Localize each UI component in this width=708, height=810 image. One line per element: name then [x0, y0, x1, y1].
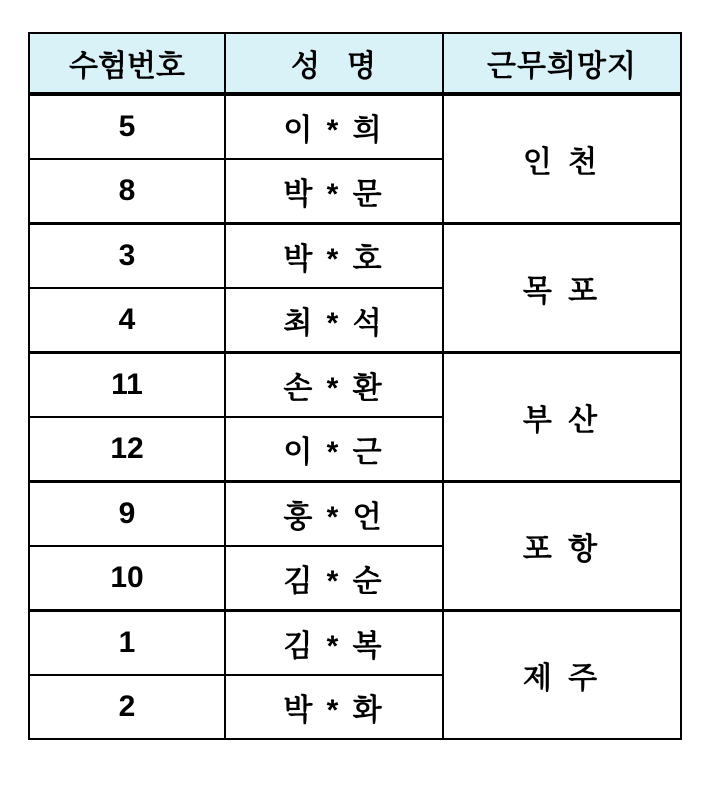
cell-name: 김 * 순	[225, 546, 443, 611]
cell-exam-number: 3	[29, 224, 225, 289]
table-body	[29, 94, 681, 739]
results-table-container	[28, 32, 680, 740]
cell-name: 박 * 화	[225, 675, 443, 739]
cell-name: 이 * 희	[225, 94, 443, 159]
table-row	[29, 611, 681, 676]
cell-exam-number: 1	[29, 611, 225, 676]
column-header-name-right: 명	[347, 50, 377, 83]
cell-name: 최 * 석	[225, 288, 443, 353]
table-row	[29, 353, 681, 418]
table-row	[29, 482, 681, 547]
cell-exam-number: 5	[29, 94, 225, 159]
cell-exam-number: 8	[29, 159, 225, 224]
column-header-name-left: 성	[291, 50, 321, 83]
cell-name: 이 * 근	[225, 417, 443, 482]
cell-name: 김 * 복	[225, 611, 443, 676]
cell-exam-number: 9	[29, 482, 225, 547]
cell-region: 제 주	[443, 611, 681, 740]
cell-name: 훙 * 언	[225, 482, 443, 547]
cell-name: 박 * 호	[225, 224, 443, 289]
results-table	[28, 32, 682, 740]
cell-exam-number: 2	[29, 675, 225, 739]
cell-region: 목 포	[443, 224, 681, 353]
table-row	[29, 224, 681, 289]
column-header-exam-number: 수험번호	[29, 33, 225, 94]
cell-exam-number: 4	[29, 288, 225, 353]
table-header	[29, 33, 681, 94]
cell-exam-number: 10	[29, 546, 225, 611]
cell-region: 인 천	[443, 94, 681, 224]
column-header-name	[225, 33, 443, 94]
cell-name: 박 * 문	[225, 159, 443, 224]
cell-exam-number: 11	[29, 353, 225, 418]
cell-region: 포 항	[443, 482, 681, 611]
column-header-region: 근무희망지	[443, 33, 681, 94]
cell-exam-number: 12	[29, 417, 225, 482]
cell-name: 손 * 환	[225, 353, 443, 418]
table-header-row	[29, 33, 681, 94]
cell-region: 부 산	[443, 353, 681, 482]
table-row	[29, 94, 681, 159]
